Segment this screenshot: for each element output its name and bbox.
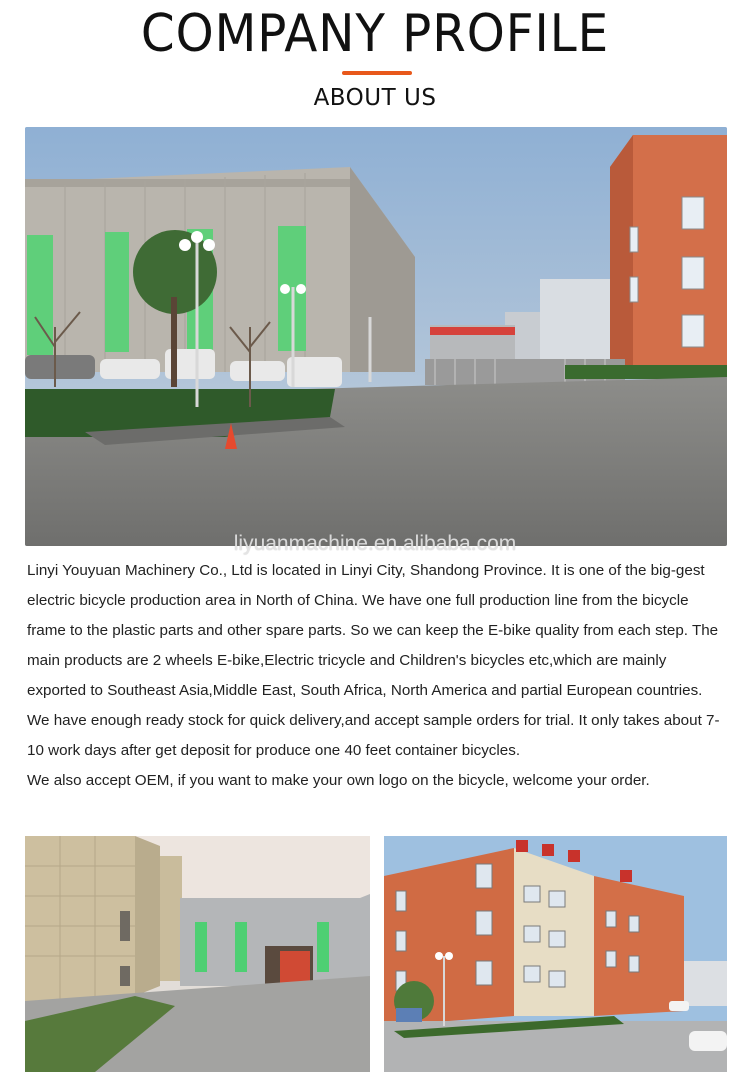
about-text	[27, 556, 727, 796]
title-accent-bar	[342, 71, 412, 75]
factory-yard-photo	[25, 127, 727, 546]
warehouse-photo	[25, 836, 370, 1072]
about-paragraph: Linyi Youyuan Machinery Co., Ltd is located in Linyi City, Shandong Province. It is one of the big-gest electric bicycle production area in North of China. We have one full production line from the bicycle frame to the plastic parts and other spare parts. So we can keep the E-bike quality from each step. The main products are 2 wheels E-bike,Electric tricycle and Children's bicycles etc,which are mainly exported to Southeast Asia,Middle East, South Africa, North America and partial European countries.	[27, 562, 719, 699]
watermark: liyuanmachine.en.alibaba.com	[233, 532, 517, 555]
page-subtitle: ABOUT US	[313, 85, 437, 111]
about-paragraph: We also accept OEM, if you want to make your own logo on the bicycle, welcome your order.	[27, 772, 650, 789]
about-paragraph: We have enough ready stock for quick delivery,and accept sample orders for trial. It only takes about 7-10 work days after get deposit for produce one 40 feet container bicycles.	[27, 712, 720, 759]
page-title: COMPANY PROFILE	[140, 4, 610, 64]
office-building-photo	[384, 836, 727, 1072]
